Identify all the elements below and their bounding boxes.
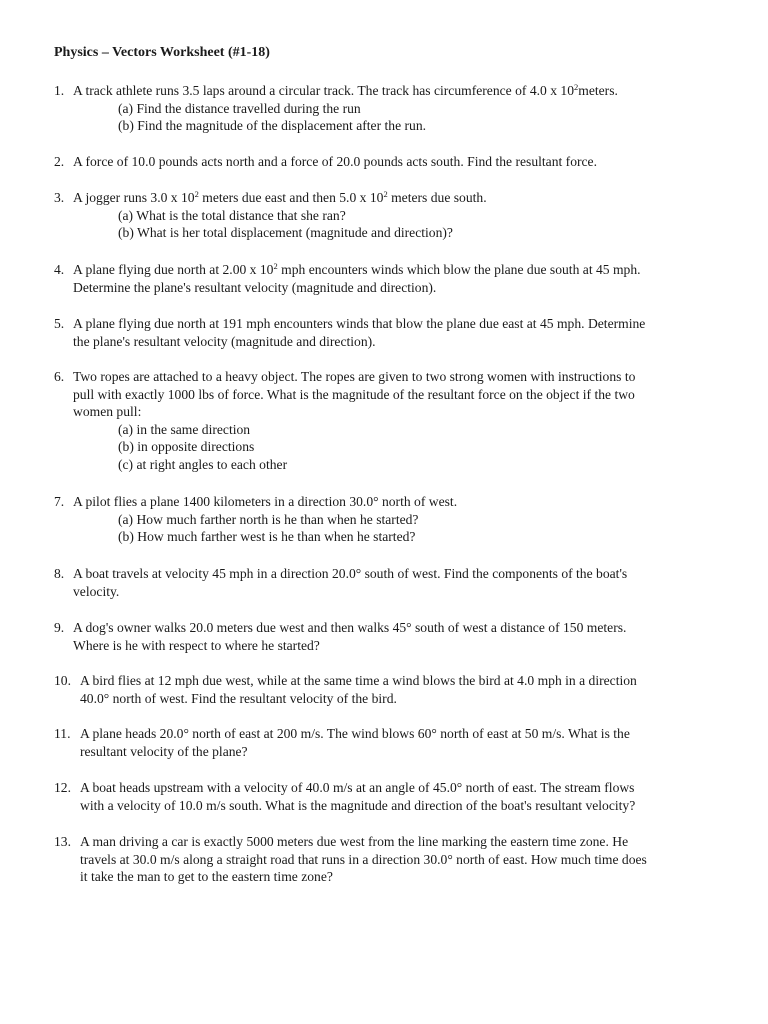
question-text-line-2: velocity. — [73, 583, 120, 599]
question-10 — [54, 672, 734, 707]
question-number: 6. — [54, 369, 65, 384]
question-number: 9. — [54, 620, 65, 635]
question-8 — [54, 565, 734, 600]
sub-question-b: (b) How much farther west is he than when he started? — [118, 529, 416, 545]
question-text: A pilot flies a plane 1400 kilometers in a direction 30.0° north of west. — [73, 494, 458, 509]
question-number: 1. — [54, 83, 65, 98]
question-number: 11. — [54, 726, 71, 741]
sub-question-a: (a) in the same direction — [118, 421, 251, 437]
question-13 — [54, 833, 734, 886]
sub-question-a: (a) How much farther north is he than when he started? — [118, 511, 419, 527]
question-text: A boat heads upstream with a velocity of 40.0 m/s at an angle of 45.0° north of east. The stream flows — [80, 780, 635, 795]
question-text: A plane flying due north at 2.00 x $10^2$ mph encounters winds which blow the plane due south at 45 mph. — [73, 261, 641, 277]
question-2 — [54, 153, 734, 171]
question-text-line-3: women pull: — [73, 404, 142, 420]
question-text: A bird flies at 12 mph due west, while at the same time a wind blows the bird at 4.0 mph in a direction — [80, 673, 637, 688]
question-number: 13. — [54, 834, 71, 849]
question-text: Two ropes are attached to a heavy object. The ropes are given to two strong women with instructions to — [73, 369, 636, 384]
question-text: A boat travels at velocity 45 mph in a direction 20.0° south of west. Find the components of the boat's — [73, 566, 628, 581]
question-text-line-2: resultant velocity of the plane? — [80, 743, 248, 759]
question-text-line-3: it take the man to get to the eastern time zone? — [80, 869, 333, 885]
question-4 — [54, 261, 734, 296]
sub-question-b: (b) What is her total displacement (magnitude and direction)? — [118, 225, 453, 241]
question-text-line-2: pull with exactly 1000 lbs of force. What is the magnitude of the resultant force on the object if the two — [73, 386, 635, 402]
question-9 — [54, 619, 734, 654]
question-text-line-2: Where is he with respect to where he started? — [73, 637, 320, 653]
question-text-line-2: the plane's resultant velocity (magnitude and direction). — [73, 333, 376, 349]
question-7 — [54, 493, 734, 546]
question-text: A dog's owner walks 20.0 meters due west and then walks 45° south of west a distance of 150 meters. — [73, 620, 627, 635]
page-title: Physics – Vectors Worksheet (#1-18) — [54, 45, 270, 60]
question-number: 3. — [54, 190, 65, 205]
question-number: 10. — [54, 673, 71, 688]
sub-question-a: (a) Find the distance travelled during the run — [118, 100, 361, 116]
sub-question-c: (c) at right angles to each other — [118, 456, 288, 472]
question-1 — [54, 82, 734, 135]
question-number: 4. — [54, 262, 65, 277]
question-number: 5. — [54, 316, 65, 331]
question-number: 8. — [54, 566, 65, 581]
question-text-line-2: Determine the plane's resultant velocity (magnitude and direction). — [73, 279, 437, 295]
sub-question-b: (b) Find the magnitude of the displacement after the run. — [118, 118, 427, 134]
question-number: 2. — [54, 154, 65, 169]
question-text: A track athlete runs 3.5 laps around a circular track. The track has circumference of 4.0 x $10^2meters$. — [73, 82, 618, 98]
question-12 — [54, 779, 734, 814]
question-text-line-2: 40.0° north of west. Find the resultant velocity of the bird. — [80, 690, 397, 706]
question-text: A plane flying due north at 191 mph encounters winds that blow the plane due east at 45 mph. Determine — [73, 316, 646, 331]
question-number: 12. — [54, 780, 71, 795]
question-text-line-2: travels at 30.0 m/s along a straight road that runs in a direction 30.0° north of east. How much time does — [80, 851, 647, 867]
sub-question-b: (b) in opposite directions — [118, 439, 255, 455]
question-text: A plane heads 20.0° north of east at 200 m/s. The wind blows 60° north of east at 50 m/s. What is the — [80, 726, 630, 741]
question-3 — [54, 189, 734, 242]
question-text: A jogger runs 3.0 x $10^2$ meters due east and then 5.0 x $10^2$ meters due south. — [73, 189, 487, 205]
question-text-line-2: with a velocity of 10.0 m/s south. What is the magnitude and direction of the boat's resultant velocity? — [80, 797, 636, 813]
question-text: A force of 10.0 pounds acts north and a force of 20.0 pounds acts south. Find the resultant force. — [73, 154, 597, 169]
sub-question-a: (a) What is the total distance that she ran? — [118, 207, 346, 223]
question-6 — [54, 368, 734, 474]
question-number: 7. — [54, 494, 65, 509]
question-5 — [54, 315, 734, 350]
question-11 — [54, 725, 734, 760]
question-text: A man driving a car is exactly 5000 meters due west from the line marking the eastern time zone. He — [80, 834, 629, 849]
